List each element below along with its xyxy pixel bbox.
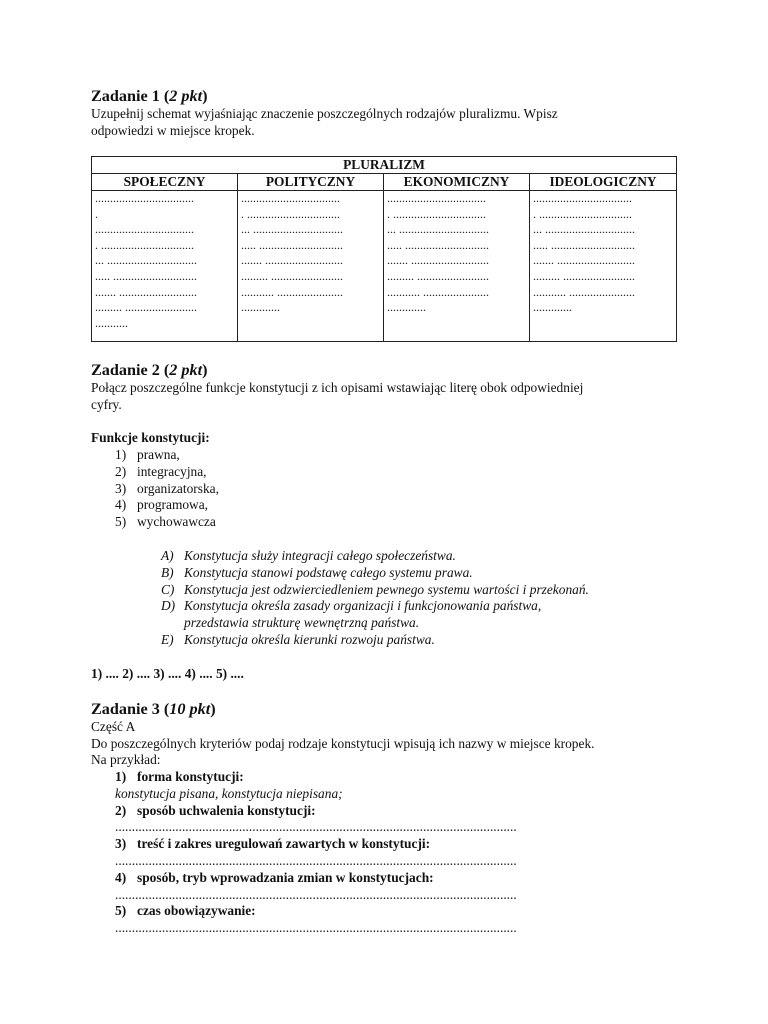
task2-instruction-line1: Połącz poszczególne funkcje konstytucji z ich opisami wstawiając literę obok odpowiedniej — [91, 380, 584, 395]
dot-line: ... .............................. — [241, 222, 343, 237]
column-header-ekonomiczny: EKONOMICZNY — [384, 174, 530, 191]
dot-line: ..... ............................ — [387, 237, 489, 252]
list-item: przedstawia strukturę wewnętrzną państwa. — [184, 615, 420, 631]
pluralism-table — [91, 156, 677, 342]
task2-instruction-line2: cyfry. — [91, 397, 122, 412]
criterion-1-label: 1) forma konstytucji: — [115, 769, 244, 784]
task1-instruction-line2: odpowiedzi w miejsce kropek. — [91, 123, 255, 138]
answer-cell-spoleczny[interactable] — [92, 191, 238, 342]
pluralism-header: PLURALIZM — [92, 157, 677, 174]
list-item: D) Konstytucja określa zasady organizacji i funkcjonowania państwa, — [161, 598, 542, 614]
dot-line: . ............................... — [241, 206, 340, 221]
list-item: 5) wychowawcza — [115, 514, 216, 530]
dot-line: ................................. — [95, 222, 194, 237]
dot-line: ... .............................. — [533, 222, 635, 237]
criterion-1-example: konstytucja pisana, konstytucja niepisana; — [115, 785, 343, 801]
dot-line: ................................. — [387, 191, 486, 205]
dot-line: ......... ........................ — [533, 268, 635, 283]
dot-line: ................................. — [95, 191, 194, 205]
criterion-5-answer-line[interactable]: ........................................................................................................................ — [115, 920, 517, 936]
dot-line: ................................. — [241, 191, 340, 205]
dot-line: ........... ...................... — [241, 284, 343, 299]
column-header-polityczny: POLITYCZNY — [238, 174, 384, 191]
task3-instruction-line2: Na przykład: — [91, 752, 161, 767]
dot-line: ......... ........................ — [241, 268, 343, 283]
task1-instruction-line1: Uzupełnij schemat wyjaśniając znaczenie poszczególnych rodzajów pluralizmu. Wpisz — [91, 106, 558, 121]
list-item: 1) prawna, — [115, 447, 180, 462]
dot-line: ....... .......................... — [241, 253, 343, 268]
list-item: 4) programowa, — [115, 497, 209, 513]
criterion-4-label: 4) sposób, tryb wprowadzania zmian w konstytucjach: — [115, 869, 434, 885]
column-header-spoleczny: SPOŁECZNY — [92, 174, 238, 191]
column-header-ideologiczny: IDEOLOGICZNY — [530, 174, 677, 191]
task2-answer-line[interactable]: 1) .... 2) .... 3) .... 4) .... 5) .... — [91, 666, 244, 681]
list-item: 2) integracyjna, — [115, 463, 207, 479]
dot-line: ........... ...................... — [387, 284, 489, 299]
dot-line: ....... .......................... — [387, 253, 489, 268]
answer-cell-polityczny[interactable] — [238, 191, 384, 342]
dot-line: ..... ............................ — [533, 237, 635, 252]
task3-title: Zadanie 3 (10 pkt) — [91, 700, 216, 718]
answer-cell-ekonomiczny[interactable] — [384, 191, 530, 342]
criterion-3-label: 3) treść i zakres uregulowań zawartych w konstytucji: — [115, 836, 431, 852]
list-item: E) Konstytucja określa kierunki rozwoju państwa. — [161, 631, 435, 647]
dot-line: ... .............................. — [95, 253, 197, 268]
task1-title: Zadanie 1 (2 pkt) — [91, 87, 208, 105]
dot-line: ............. — [241, 300, 280, 315]
criterion-2-label: 2) sposób uchwalenia konstytucji: — [115, 802, 316, 818]
criterion-2-answer-line[interactable]: ........................................................................................................................ — [115, 819, 517, 835]
criteria-list — [115, 769, 577, 937]
dot-line: ......... ........................ — [95, 300, 197, 315]
criterion-4-answer-line[interactable]: ........................................................................................................................ — [115, 886, 517, 902]
criterion-5-label: 5) czas obowiązywanie: — [115, 903, 256, 919]
dot-line: ....... .......................... — [95, 284, 197, 299]
dot-line: . — [95, 206, 98, 221]
dot-line: ............. — [387, 300, 426, 315]
functions-list — [115, 447, 219, 531]
functions-heading: Funkcje konstytucji: — [91, 430, 210, 445]
dot-line: ........... ...................... — [533, 284, 635, 299]
list-item: C) Konstytucja jest odzwierciedleniem pewnego systemu wartości i przekonań. — [161, 581, 589, 597]
list-item: B) Konstytucja stanowi podstawę całego systemu prawa. — [161, 564, 473, 580]
dot-line: . ............................... — [387, 206, 486, 221]
dot-line: ........... — [95, 315, 128, 330]
dot-line: ..... ............................ — [95, 268, 197, 283]
dot-line: ... .............................. — [387, 222, 489, 237]
dot-line: . ............................... — [95, 237, 194, 252]
task3-instruction-line1: Do poszczególnych kryteriów podaj rodzaje konstytucji wpisują ich nazwy w miejsce kropek. — [91, 736, 595, 751]
dot-line: ..... ............................ — [241, 237, 343, 252]
descriptions-list — [161, 548, 589, 649]
dot-line: ............. — [533, 300, 572, 315]
dot-line: ......... ........................ — [387, 268, 489, 283]
dot-line: ....... .......................... — [533, 253, 635, 268]
task3-part: Część A — [91, 719, 136, 734]
task2-title: Zadanie 2 (2 pkt) — [91, 361, 208, 379]
answer-cell-ideologiczny[interactable] — [530, 191, 677, 342]
list-item: A) Konstytucja służy integracji całego społeczeństwa. — [161, 548, 456, 563]
dot-line: . ............................... — [533, 206, 632, 221]
list-item: 3) organizatorska, — [115, 480, 219, 496]
criterion-3-answer-line[interactable]: ........................................................................................................................ — [115, 852, 517, 868]
dot-line: ................................. — [533, 191, 632, 205]
